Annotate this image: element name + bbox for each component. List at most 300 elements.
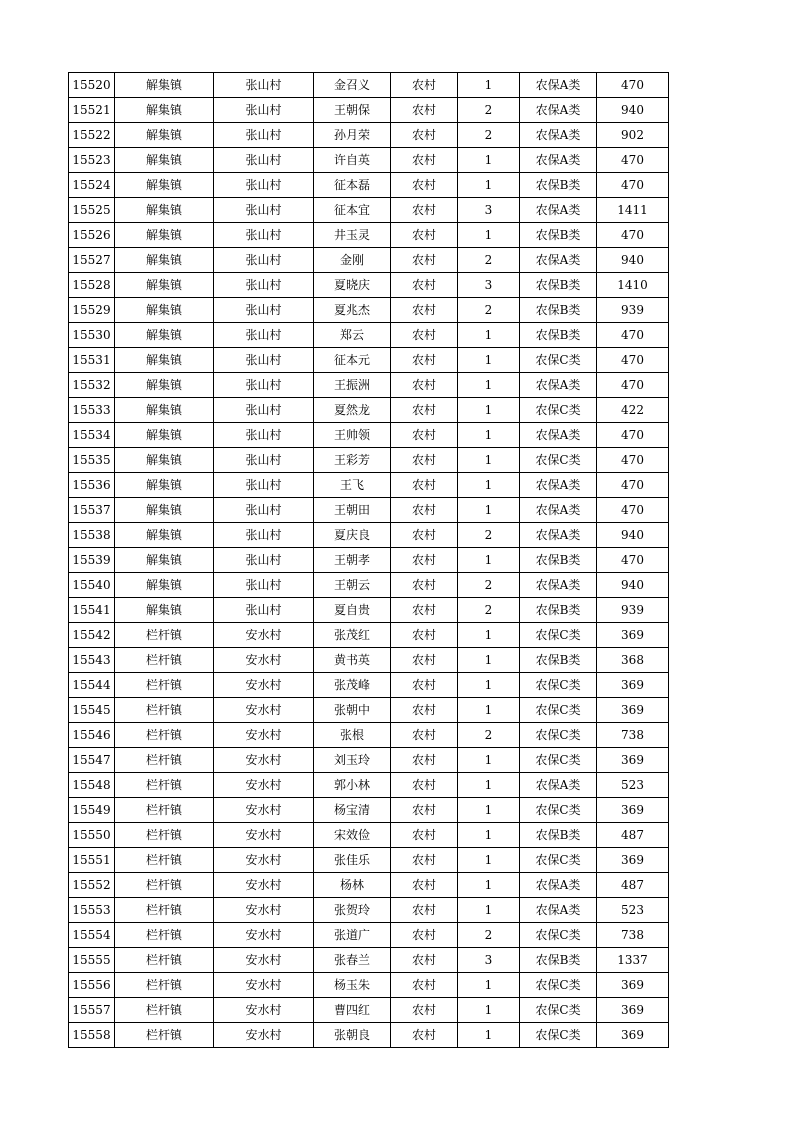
table-row bbox=[69, 198, 669, 223]
amount-cell: 470 bbox=[597, 423, 669, 448]
name-cell: 张春兰 bbox=[314, 948, 391, 973]
village-cell: 张山村 bbox=[214, 373, 314, 398]
town-cell: 解集镇 bbox=[115, 348, 214, 373]
household-type-cell: 农村 bbox=[391, 273, 458, 298]
table-row bbox=[69, 98, 669, 123]
table-row bbox=[69, 448, 669, 473]
record-id-cell: 15547 bbox=[69, 748, 115, 773]
records-table-body bbox=[69, 73, 669, 1048]
village-cell: 张山村 bbox=[214, 598, 314, 623]
person-count-cell: 1 bbox=[458, 648, 520, 673]
amount-cell: 369 bbox=[597, 848, 669, 873]
village-cell: 安水村 bbox=[214, 1023, 314, 1048]
category-cell: 农保A类 bbox=[520, 573, 597, 598]
village-cell: 张山村 bbox=[214, 548, 314, 573]
record-id-cell: 15548 bbox=[69, 773, 115, 798]
village-cell: 安水村 bbox=[214, 673, 314, 698]
person-count-cell: 2 bbox=[458, 523, 520, 548]
household-type-cell: 农村 bbox=[391, 723, 458, 748]
category-cell: 农保C类 bbox=[520, 798, 597, 823]
category-cell: 农保A类 bbox=[520, 373, 597, 398]
household-type-cell: 农村 bbox=[391, 673, 458, 698]
person-count-cell: 2 bbox=[458, 723, 520, 748]
amount-cell: 422 bbox=[597, 398, 669, 423]
person-count-cell: 1 bbox=[458, 698, 520, 723]
town-cell: 栏杆镇 bbox=[115, 748, 214, 773]
category-cell: 农保A类 bbox=[520, 873, 597, 898]
amount-cell: 738 bbox=[597, 723, 669, 748]
table-row bbox=[69, 898, 669, 923]
village-cell: 安水村 bbox=[214, 723, 314, 748]
record-id-cell: 15536 bbox=[69, 473, 115, 498]
town-cell: 栏杆镇 bbox=[115, 873, 214, 898]
name-cell: 杨林 bbox=[314, 873, 391, 898]
name-cell: 夏晓庆 bbox=[314, 273, 391, 298]
person-count-cell: 1 bbox=[458, 848, 520, 873]
town-cell: 解集镇 bbox=[115, 573, 214, 598]
record-id-cell: 15554 bbox=[69, 923, 115, 948]
person-count-cell: 1 bbox=[458, 898, 520, 923]
household-type-cell: 农村 bbox=[391, 873, 458, 898]
amount-cell: 470 bbox=[597, 173, 669, 198]
name-cell: 张茂峰 bbox=[314, 673, 391, 698]
town-cell: 解集镇 bbox=[115, 298, 214, 323]
town-cell: 栏杆镇 bbox=[115, 898, 214, 923]
table-row bbox=[69, 173, 669, 198]
record-id-cell: 15526 bbox=[69, 223, 115, 248]
category-cell: 农保C类 bbox=[520, 673, 597, 698]
village-cell: 安水村 bbox=[214, 948, 314, 973]
amount-cell: 470 bbox=[597, 448, 669, 473]
village-cell: 张山村 bbox=[214, 473, 314, 498]
town-cell: 解集镇 bbox=[115, 598, 214, 623]
name-cell: 孙月荣 bbox=[314, 123, 391, 148]
town-cell: 栏杆镇 bbox=[115, 723, 214, 748]
town-cell: 解集镇 bbox=[115, 423, 214, 448]
village-cell: 张山村 bbox=[214, 348, 314, 373]
category-cell: 农保A类 bbox=[520, 123, 597, 148]
category-cell: 农保B类 bbox=[520, 598, 597, 623]
name-cell: 夏兆杰 bbox=[314, 298, 391, 323]
category-cell: 农保C类 bbox=[520, 848, 597, 873]
record-id-cell: 15549 bbox=[69, 798, 115, 823]
person-count-cell: 2 bbox=[458, 598, 520, 623]
name-cell: 宋效俭 bbox=[314, 823, 391, 848]
name-cell: 郭小林 bbox=[314, 773, 391, 798]
record-id-cell: 15542 bbox=[69, 623, 115, 648]
table-row bbox=[69, 273, 669, 298]
household-type-cell: 农村 bbox=[391, 773, 458, 798]
person-count-cell: 1 bbox=[458, 148, 520, 173]
record-id-cell: 15546 bbox=[69, 723, 115, 748]
amount-cell: 940 bbox=[597, 523, 669, 548]
town-cell: 解集镇 bbox=[115, 98, 214, 123]
household-type-cell: 农村 bbox=[391, 623, 458, 648]
amount-cell: 369 bbox=[597, 973, 669, 998]
name-cell: 王帅领 bbox=[314, 423, 391, 448]
town-cell: 解集镇 bbox=[115, 448, 214, 473]
household-type-cell: 农村 bbox=[391, 448, 458, 473]
village-cell: 安水村 bbox=[214, 973, 314, 998]
name-cell: 刘玉玲 bbox=[314, 748, 391, 773]
household-type-cell: 农村 bbox=[391, 848, 458, 873]
table-row bbox=[69, 498, 669, 523]
category-cell: 农保C类 bbox=[520, 448, 597, 473]
name-cell: 王朝田 bbox=[314, 498, 391, 523]
category-cell: 农保A类 bbox=[520, 523, 597, 548]
household-type-cell: 农村 bbox=[391, 248, 458, 273]
record-id-cell: 15535 bbox=[69, 448, 115, 473]
person-count-cell: 1 bbox=[458, 773, 520, 798]
table-row bbox=[69, 423, 669, 448]
person-count-cell: 1 bbox=[458, 823, 520, 848]
record-id-cell: 15553 bbox=[69, 898, 115, 923]
amount-cell: 470 bbox=[597, 373, 669, 398]
town-cell: 解集镇 bbox=[115, 473, 214, 498]
amount-cell: 470 bbox=[597, 73, 669, 98]
amount-cell: 939 bbox=[597, 598, 669, 623]
town-cell: 解集镇 bbox=[115, 398, 214, 423]
amount-cell: 470 bbox=[597, 323, 669, 348]
category-cell: 农保C类 bbox=[520, 923, 597, 948]
category-cell: 农保A类 bbox=[520, 498, 597, 523]
category-cell: 农保A类 bbox=[520, 198, 597, 223]
record-id-cell: 15544 bbox=[69, 673, 115, 698]
name-cell: 张佳乐 bbox=[314, 848, 391, 873]
village-cell: 张山村 bbox=[214, 398, 314, 423]
amount-cell: 487 bbox=[597, 873, 669, 898]
table-row bbox=[69, 323, 669, 348]
table-row bbox=[69, 773, 669, 798]
amount-cell: 470 bbox=[597, 548, 669, 573]
record-id-cell: 15524 bbox=[69, 173, 115, 198]
category-cell: 农保C类 bbox=[520, 998, 597, 1023]
village-cell: 安水村 bbox=[214, 773, 314, 798]
amount-cell: 470 bbox=[597, 348, 669, 373]
name-cell: 王彩芳 bbox=[314, 448, 391, 473]
amount-cell: 369 bbox=[597, 623, 669, 648]
town-cell: 栏杆镇 bbox=[115, 648, 214, 673]
table-row bbox=[69, 148, 669, 173]
household-type-cell: 农村 bbox=[391, 423, 458, 448]
amount-cell: 902 bbox=[597, 123, 669, 148]
record-id-cell: 15525 bbox=[69, 198, 115, 223]
category-cell: 农保C类 bbox=[520, 723, 597, 748]
household-type-cell: 农村 bbox=[391, 173, 458, 198]
town-cell: 栏杆镇 bbox=[115, 698, 214, 723]
household-type-cell: 农村 bbox=[391, 373, 458, 398]
record-id-cell: 15551 bbox=[69, 848, 115, 873]
household-type-cell: 农村 bbox=[391, 798, 458, 823]
amount-cell: 369 bbox=[597, 698, 669, 723]
person-count-cell: 2 bbox=[458, 123, 520, 148]
town-cell: 解集镇 bbox=[115, 223, 214, 248]
person-count-cell: 1 bbox=[458, 498, 520, 523]
town-cell: 栏杆镇 bbox=[115, 673, 214, 698]
person-count-cell: 1 bbox=[458, 1023, 520, 1048]
name-cell: 张茂红 bbox=[314, 623, 391, 648]
amount-cell: 368 bbox=[597, 648, 669, 673]
record-id-cell: 15529 bbox=[69, 298, 115, 323]
amount-cell: 369 bbox=[597, 1023, 669, 1048]
table-row bbox=[69, 598, 669, 623]
village-cell: 张山村 bbox=[214, 273, 314, 298]
table-row bbox=[69, 73, 669, 98]
town-cell: 解集镇 bbox=[115, 73, 214, 98]
village-cell: 张山村 bbox=[214, 98, 314, 123]
table-row bbox=[69, 648, 669, 673]
name-cell: 黄书英 bbox=[314, 648, 391, 673]
category-cell: 农保C类 bbox=[520, 348, 597, 373]
person-count-cell: 2 bbox=[458, 298, 520, 323]
household-type-cell: 农村 bbox=[391, 473, 458, 498]
amount-cell: 470 bbox=[597, 148, 669, 173]
name-cell: 张贺玲 bbox=[314, 898, 391, 923]
record-id-cell: 15522 bbox=[69, 123, 115, 148]
town-cell: 栏杆镇 bbox=[115, 773, 214, 798]
record-id-cell: 15523 bbox=[69, 148, 115, 173]
town-cell: 解集镇 bbox=[115, 173, 214, 198]
amount-cell: 487 bbox=[597, 823, 669, 848]
record-id-cell: 15521 bbox=[69, 98, 115, 123]
table-row bbox=[69, 848, 669, 873]
name-cell: 征本磊 bbox=[314, 173, 391, 198]
name-cell: 郑云 bbox=[314, 323, 391, 348]
name-cell: 王飞 bbox=[314, 473, 391, 498]
table-row bbox=[69, 623, 669, 648]
category-cell: 农保A类 bbox=[520, 148, 597, 173]
village-cell: 安水村 bbox=[214, 748, 314, 773]
table-row bbox=[69, 923, 669, 948]
category-cell: 农保B类 bbox=[520, 823, 597, 848]
category-cell: 农保C类 bbox=[520, 748, 597, 773]
amount-cell: 1337 bbox=[597, 948, 669, 973]
category-cell: 农保B类 bbox=[520, 273, 597, 298]
town-cell: 栏杆镇 bbox=[115, 798, 214, 823]
household-type-cell: 农村 bbox=[391, 748, 458, 773]
village-cell: 张山村 bbox=[214, 523, 314, 548]
town-cell: 栏杆镇 bbox=[115, 623, 214, 648]
name-cell: 夏自贵 bbox=[314, 598, 391, 623]
household-type-cell: 农村 bbox=[391, 98, 458, 123]
table-row bbox=[69, 348, 669, 373]
category-cell: 农保A类 bbox=[520, 248, 597, 273]
category-cell: 农保A类 bbox=[520, 98, 597, 123]
record-id-cell: 15541 bbox=[69, 598, 115, 623]
record-id-cell: 15545 bbox=[69, 698, 115, 723]
person-count-cell: 1 bbox=[458, 548, 520, 573]
household-type-cell: 农村 bbox=[391, 523, 458, 548]
category-cell: 农保B类 bbox=[520, 173, 597, 198]
village-cell: 张山村 bbox=[214, 448, 314, 473]
household-type-cell: 农村 bbox=[391, 923, 458, 948]
village-cell: 安水村 bbox=[214, 873, 314, 898]
table-row bbox=[69, 948, 669, 973]
household-type-cell: 农村 bbox=[391, 148, 458, 173]
household-type-cell: 农村 bbox=[391, 948, 458, 973]
table-row bbox=[69, 573, 669, 598]
table-row bbox=[69, 123, 669, 148]
household-type-cell: 农村 bbox=[391, 823, 458, 848]
household-type-cell: 农村 bbox=[391, 698, 458, 723]
village-cell: 张山村 bbox=[214, 298, 314, 323]
village-cell: 安水村 bbox=[214, 848, 314, 873]
category-cell: 农保B类 bbox=[520, 948, 597, 973]
category-cell: 农保A类 bbox=[520, 898, 597, 923]
household-type-cell: 农村 bbox=[391, 973, 458, 998]
name-cell: 王朝孝 bbox=[314, 548, 391, 573]
name-cell: 井玉灵 bbox=[314, 223, 391, 248]
record-id-cell: 15527 bbox=[69, 248, 115, 273]
record-id-cell: 15534 bbox=[69, 423, 115, 448]
town-cell: 栏杆镇 bbox=[115, 823, 214, 848]
name-cell: 杨宝清 bbox=[314, 798, 391, 823]
household-type-cell: 农村 bbox=[391, 898, 458, 923]
village-cell: 张山村 bbox=[214, 198, 314, 223]
town-cell: 解集镇 bbox=[115, 548, 214, 573]
table-row bbox=[69, 723, 669, 748]
record-id-cell: 15556 bbox=[69, 973, 115, 998]
person-count-cell: 2 bbox=[458, 98, 520, 123]
category-cell: 农保B类 bbox=[520, 648, 597, 673]
household-type-cell: 农村 bbox=[391, 548, 458, 573]
village-cell: 张山村 bbox=[214, 423, 314, 448]
category-cell: 农保C类 bbox=[520, 398, 597, 423]
amount-cell: 940 bbox=[597, 248, 669, 273]
village-cell: 张山村 bbox=[214, 173, 314, 198]
town-cell: 栏杆镇 bbox=[115, 923, 214, 948]
town-cell: 栏杆镇 bbox=[115, 973, 214, 998]
name-cell: 金刚 bbox=[314, 248, 391, 273]
person-count-cell: 1 bbox=[458, 73, 520, 98]
record-id-cell: 15558 bbox=[69, 1023, 115, 1048]
town-cell: 解集镇 bbox=[115, 523, 214, 548]
amount-cell: 523 bbox=[597, 773, 669, 798]
amount-cell: 523 bbox=[597, 898, 669, 923]
town-cell: 解集镇 bbox=[115, 323, 214, 348]
record-id-cell: 15550 bbox=[69, 823, 115, 848]
category-cell: 农保B类 bbox=[520, 298, 597, 323]
household-type-cell: 农村 bbox=[391, 598, 458, 623]
person-count-cell: 2 bbox=[458, 923, 520, 948]
amount-cell: 470 bbox=[597, 223, 669, 248]
household-type-cell: 农村 bbox=[391, 998, 458, 1023]
table-row bbox=[69, 298, 669, 323]
category-cell: 农保A类 bbox=[520, 73, 597, 98]
person-count-cell: 1 bbox=[458, 973, 520, 998]
table-row bbox=[69, 823, 669, 848]
name-cell: 张朝良 bbox=[314, 1023, 391, 1048]
household-type-cell: 农村 bbox=[391, 348, 458, 373]
household-type-cell: 农村 bbox=[391, 123, 458, 148]
person-count-cell: 1 bbox=[458, 873, 520, 898]
town-cell: 栏杆镇 bbox=[115, 1023, 214, 1048]
record-id-cell: 15540 bbox=[69, 573, 115, 598]
table-row bbox=[69, 1023, 669, 1048]
amount-cell: 369 bbox=[597, 748, 669, 773]
category-cell: 农保A类 bbox=[520, 423, 597, 448]
table-row bbox=[69, 223, 669, 248]
village-cell: 张山村 bbox=[214, 498, 314, 523]
town-cell: 解集镇 bbox=[115, 273, 214, 298]
person-count-cell: 1 bbox=[458, 423, 520, 448]
category-cell: 农保C类 bbox=[520, 623, 597, 648]
record-id-cell: 15530 bbox=[69, 323, 115, 348]
household-type-cell: 农村 bbox=[391, 498, 458, 523]
record-id-cell: 15555 bbox=[69, 948, 115, 973]
person-count-cell: 1 bbox=[458, 473, 520, 498]
village-cell: 安水村 bbox=[214, 648, 314, 673]
record-id-cell: 15557 bbox=[69, 998, 115, 1023]
name-cell: 张朝中 bbox=[314, 698, 391, 723]
village-cell: 张山村 bbox=[214, 123, 314, 148]
town-cell: 解集镇 bbox=[115, 198, 214, 223]
record-id-cell: 15532 bbox=[69, 373, 115, 398]
household-type-cell: 农村 bbox=[391, 648, 458, 673]
village-cell: 安水村 bbox=[214, 798, 314, 823]
town-cell: 栏杆镇 bbox=[115, 948, 214, 973]
town-cell: 解集镇 bbox=[115, 148, 214, 173]
amount-cell: 470 bbox=[597, 473, 669, 498]
name-cell: 征本元 bbox=[314, 348, 391, 373]
household-type-cell: 农村 bbox=[391, 298, 458, 323]
village-cell: 安水村 bbox=[214, 898, 314, 923]
table-row bbox=[69, 798, 669, 823]
table-row bbox=[69, 998, 669, 1023]
record-id-cell: 15538 bbox=[69, 523, 115, 548]
person-count-cell: 1 bbox=[458, 398, 520, 423]
record-id-cell: 15552 bbox=[69, 873, 115, 898]
table-row bbox=[69, 873, 669, 898]
table-row bbox=[69, 373, 669, 398]
category-cell: 农保C类 bbox=[520, 973, 597, 998]
person-count-cell: 1 bbox=[458, 173, 520, 198]
name-cell: 王振洲 bbox=[314, 373, 391, 398]
category-cell: 农保B类 bbox=[520, 223, 597, 248]
amount-cell: 470 bbox=[597, 498, 669, 523]
town-cell: 解集镇 bbox=[115, 373, 214, 398]
name-cell: 征本宜 bbox=[314, 198, 391, 223]
amount-cell: 1410 bbox=[597, 273, 669, 298]
person-count-cell: 1 bbox=[458, 448, 520, 473]
name-cell: 杨玉朱 bbox=[314, 973, 391, 998]
household-type-cell: 农村 bbox=[391, 323, 458, 348]
household-type-cell: 农村 bbox=[391, 223, 458, 248]
name-cell: 夏庆良 bbox=[314, 523, 391, 548]
village-cell: 张山村 bbox=[214, 323, 314, 348]
name-cell: 金召义 bbox=[314, 73, 391, 98]
record-id-cell: 15539 bbox=[69, 548, 115, 573]
person-count-cell: 1 bbox=[458, 623, 520, 648]
person-count-cell: 3 bbox=[458, 198, 520, 223]
household-type-cell: 农村 bbox=[391, 398, 458, 423]
amount-cell: 940 bbox=[597, 573, 669, 598]
table-row bbox=[69, 473, 669, 498]
person-count-cell: 1 bbox=[458, 348, 520, 373]
person-count-cell: 2 bbox=[458, 248, 520, 273]
town-cell: 解集镇 bbox=[115, 123, 214, 148]
name-cell: 曹四红 bbox=[314, 998, 391, 1023]
category-cell: 农保B类 bbox=[520, 323, 597, 348]
table-row bbox=[69, 748, 669, 773]
category-cell: 农保C类 bbox=[520, 698, 597, 723]
person-count-cell: 1 bbox=[458, 223, 520, 248]
town-cell: 解集镇 bbox=[115, 498, 214, 523]
household-type-cell: 农村 bbox=[391, 573, 458, 598]
table-row bbox=[69, 673, 669, 698]
records-table bbox=[68, 72, 669, 1048]
category-cell: 农保A类 bbox=[520, 773, 597, 798]
